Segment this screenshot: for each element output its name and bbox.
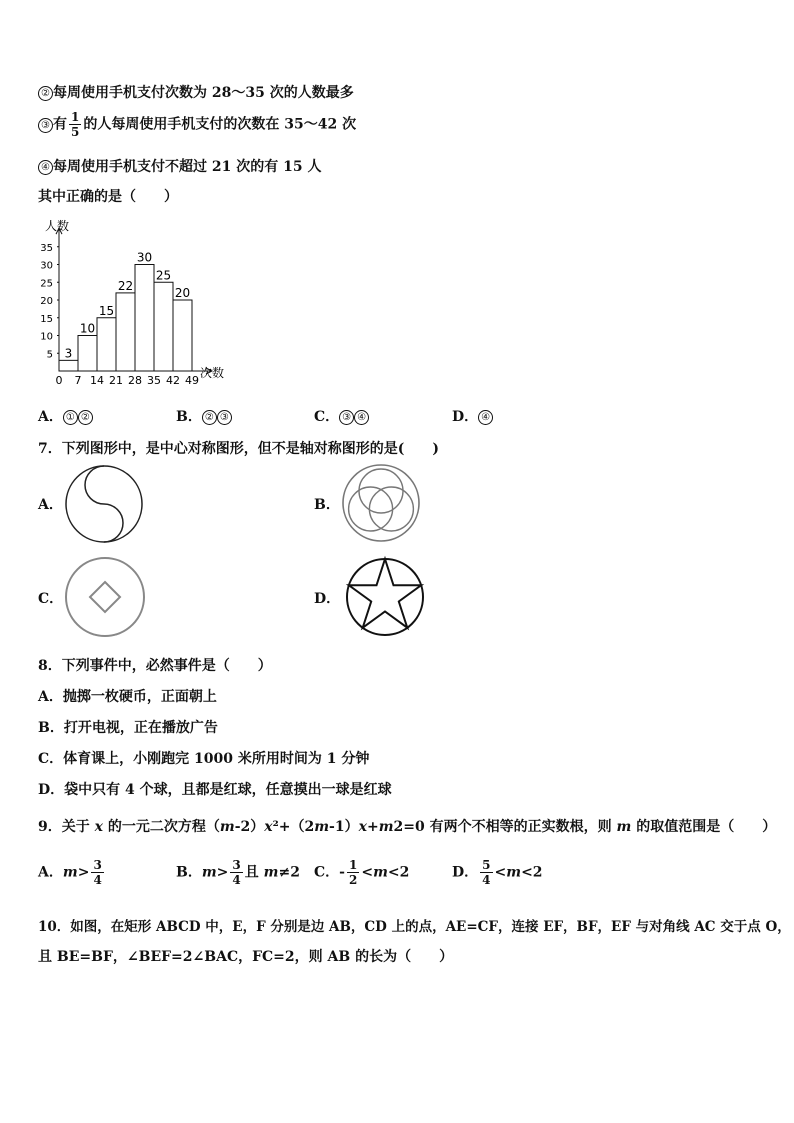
q8-option-b[interactable]: B．打开电视，正在播放广告 — [38, 720, 218, 736]
star-in-circle-figure[interactable] — [343, 555, 427, 639]
circled-number: ② — [38, 86, 53, 101]
q9-text: 的一元二次方程（ — [102, 819, 220, 835]
option-letter: A． — [38, 409, 63, 425]
three-arc-circle-figure[interactable] — [336, 458, 426, 548]
q7-option-c-label[interactable]: C． — [38, 591, 64, 607]
histogram-bar — [97, 318, 116, 371]
circled-number: ③ — [217, 410, 232, 425]
q9-var: m — [378, 819, 394, 835]
q9-text: + — [366, 819, 379, 835]
q9-text: 的取值范围是（ ） — [631, 819, 777, 835]
q9-var: x — [358, 819, 367, 835]
yin-yang-figure[interactable] — [62, 462, 146, 546]
y-axis-label: 人数 — [45, 219, 70, 234]
bar-value-label: 10 — [79, 321, 96, 336]
q6-option-b[interactable] — [176, 406, 232, 426]
q9-var: m — [219, 819, 235, 835]
q6-option-a[interactable] — [38, 406, 93, 426]
q8-option-d[interactable]: D．袋中只有 4 个球，且都是红球，任意摸出一球是红球 — [38, 782, 392, 798]
option-text: 且 — [244, 864, 264, 881]
x-tick-label: 42 — [166, 374, 180, 387]
histogram-bar — [59, 360, 78, 371]
statement-text-post: 的人每周使用手机支付的次数在 35～42 次 — [83, 116, 357, 133]
option-sign: - — [339, 864, 345, 881]
bar-value-label: 20 — [174, 286, 191, 300]
q9-option-c[interactable] — [314, 858, 409, 887]
coin-square-hole-figure[interactable] — [62, 554, 148, 640]
numerator: 1 — [348, 858, 358, 872]
statement-3 — [38, 110, 356, 139]
bar-value-label: 22 — [117, 278, 134, 293]
x-tick-label: 21 — [109, 374, 123, 387]
option-var: m — [263, 864, 279, 881]
histogram-bar — [116, 293, 135, 371]
option-relation: < — [361, 864, 374, 881]
histogram-bar — [173, 300, 192, 371]
q9-text: -2） — [234, 819, 265, 835]
fraction — [347, 858, 359, 887]
q6-prompt: 其中正确的是（ ） — [38, 189, 178, 205]
circled-number: ① — [63, 410, 78, 425]
x-tick-label: 49 — [185, 374, 199, 387]
fraction — [91, 858, 103, 887]
statement-text: 每周使用手机支付不超过 21 次的有 15 人 — [53, 159, 322, 175]
q9-option-b[interactable] — [176, 858, 300, 887]
circled-number: ② — [78, 410, 93, 425]
x-tick-label: 7 — [74, 374, 82, 387]
circled-number: ④ — [478, 410, 493, 425]
option-relation: < — [494, 864, 507, 881]
q9-var: x — [264, 819, 273, 835]
numerator: 3 — [232, 858, 241, 872]
option-letter: B． — [176, 864, 202, 881]
histogram-bar — [78, 336, 97, 372]
numerator: 5 — [482, 858, 491, 872]
denominator: 5 — [71, 125, 80, 139]
numerator: 3 — [93, 858, 102, 872]
q9-option-a[interactable] — [38, 858, 106, 887]
option-letter: D． — [452, 409, 479, 425]
bar-value-label: 25 — [155, 268, 172, 283]
q9-var: x — [94, 819, 103, 835]
q10-prompt-line1: 10．如图，在矩形 ABCD 中，E，F 分别是边 AB，CD 上的点，AE=CF，连接 EF，BF，EF 与对角线 AC 交于点 O， — [38, 919, 791, 935]
q7-option-d-label[interactable]: D． — [314, 591, 341, 607]
q9-text: ²+（2 — [272, 819, 315, 835]
q9-var: m — [616, 819, 632, 835]
option-var: m — [62, 864, 78, 881]
option-text: <2 — [387, 864, 410, 881]
statement-text-pre: 有 — [53, 116, 67, 133]
denominator: 4 — [93, 873, 102, 887]
y-tick-label: 20 — [40, 296, 53, 307]
y-tick-label: 35 — [40, 242, 53, 254]
x-tick-label: 28 — [128, 374, 142, 387]
q8-prompt: 8．下列事件中，必然事件是（ ） — [38, 658, 272, 674]
q8-option-a[interactable]: A．抛掷一枚硬币，正面朝上 — [38, 689, 217, 705]
circled-number: ③ — [38, 118, 53, 133]
denominator: 2 — [348, 873, 358, 887]
y-tick-label: 15 — [40, 313, 53, 325]
histogram-bar — [135, 265, 154, 372]
fraction — [69, 110, 81, 139]
q9-text: 2=0 有两个不相等的正实数根，则 — [393, 819, 617, 835]
option-var: m — [506, 864, 522, 881]
circled-number: ④ — [38, 160, 53, 175]
fraction — [230, 858, 242, 887]
q9-text: 9．关于 — [38, 819, 95, 835]
option-var: m — [201, 864, 217, 881]
y-tick-label: 5 — [46, 349, 53, 361]
histogram-bar — [154, 282, 173, 371]
option-text: <2 — [521, 864, 543, 881]
q9-text: -1） — [329, 819, 359, 835]
q6-option-d[interactable] — [452, 406, 493, 426]
statement-text: 每周使用手机支付次数为 28～35 次的人数最多 — [53, 85, 354, 101]
option-relation: > — [216, 864, 229, 881]
statement-2 — [38, 82, 354, 102]
y-tick-label: 10 — [40, 331, 53, 343]
y-tick-label: 25 — [40, 278, 53, 290]
fraction — [480, 858, 492, 887]
q6-option-c[interactable] — [314, 406, 369, 426]
circled-number: ④ — [354, 410, 369, 425]
bar-value-label: 15 — [98, 303, 115, 318]
x-tick-label: 35 — [147, 374, 161, 387]
q7-option-b-label[interactable]: B． — [314, 497, 340, 513]
option-letter: C． — [314, 864, 340, 881]
q7-option-a-label[interactable]: A． — [38, 497, 63, 513]
option-var: m — [373, 864, 388, 881]
x-axis-label: 次数 — [200, 366, 225, 380]
option-letter: D． — [452, 864, 479, 881]
option-relation: > — [77, 864, 90, 881]
q9-prompt — [38, 816, 776, 836]
denominator: 4 — [232, 873, 241, 887]
option-letter: B． — [176, 409, 202, 425]
circled-number: ② — [202, 410, 217, 425]
option-text: ≠2 — [278, 864, 300, 881]
q7-prompt: 7．下列图形中，是中心对称图形，但不是轴对称图形的是( ) — [38, 441, 439, 457]
bar-value-label: 3 — [64, 346, 73, 361]
option-letter: A． — [38, 864, 63, 881]
q9-option-d[interactable] — [452, 858, 543, 887]
y-tick-label: 30 — [40, 260, 53, 272]
option-letter: C． — [314, 409, 340, 425]
histogram-chart — [34, 215, 234, 390]
circled-number: ③ — [339, 410, 354, 425]
numerator: 1 — [71, 110, 80, 124]
bar-value-label: 30 — [136, 250, 153, 265]
q8-option-c[interactable]: C．体育课上，小刚跑完 1000 米所用时间为 1 分钟 — [38, 751, 370, 767]
x-tick-label: 0 — [55, 374, 63, 387]
x-tick-label: 14 — [90, 374, 104, 387]
q10-prompt-line2: 且 BE=BF，∠BEF=2∠BAC，FC=2，则 AB 的长为（ ） — [38, 949, 454, 965]
q9-var: m — [314, 819, 330, 835]
statement-4 — [38, 156, 321, 176]
denominator: 4 — [482, 873, 491, 887]
